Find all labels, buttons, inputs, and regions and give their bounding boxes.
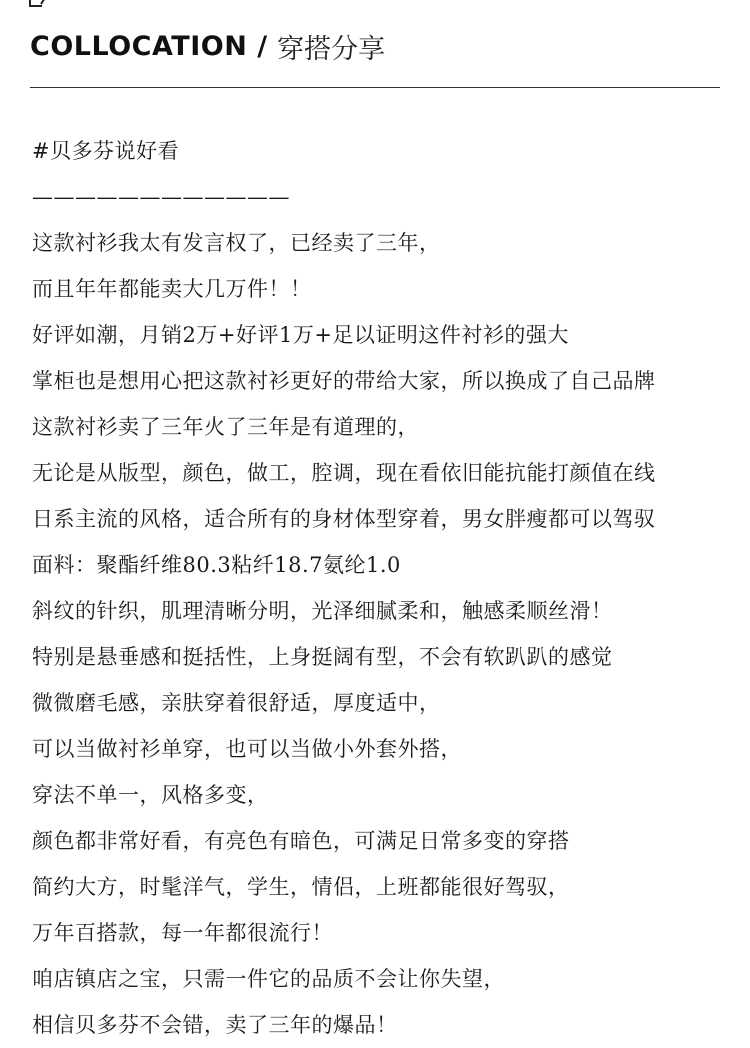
text-line: 穿法不单一，风格多变，: [32, 783, 269, 807]
text-line: 可以当做衬衫单穿，也可以当做小外套外搭，: [32, 737, 462, 761]
text-line: 而且年年都能卖大几万件！！: [32, 277, 312, 301]
text-line: 掌柜也是想用心把这款衬衫更好的带给大家，所以换成了自己品牌: [32, 369, 656, 393]
text-line: 简约大方，时髦洋气，学生，情侣，上班都能很好驾驭，: [32, 875, 570, 899]
text-line: 这款衬衫我太有发言权了，已经卖了三年，: [32, 231, 441, 255]
text-line: 日系主流的风格，适合所有的身材体型穿着，男女胖瘦都可以驾驭: [32, 507, 656, 531]
text-line: 好评如潮，月销2万+好评1万+足以证明这件衬衫的强大: [32, 323, 569, 347]
text-line: 这款衬衫卖了三年火了三年是有道理的，: [32, 415, 419, 439]
text-line: 咱店镇店之宝，只需一件它的品质不会让你失望，: [32, 967, 505, 991]
header-divider: [30, 87, 720, 88]
pencil-icon: [28, 0, 52, 8]
text-line: 特别是悬垂感和挺括性，上身挺阔有型，不会有软趴趴的感觉: [32, 645, 613, 669]
text-line: 相信贝多芬不会错，卖了三年的爆品！: [32, 1013, 398, 1037]
text-line: 斜纹的针织，肌理清晰分明，光泽细腻柔和，触感柔顺丝滑！: [32, 599, 613, 623]
text-line: 微微磨毛感，亲肤穿着很舒适，厚度适中，: [32, 691, 441, 715]
section-title-en: COLLOCATION: [30, 30, 248, 62]
text-line: 无论是从版型，颜色，做工，腔调，现在看依旧能抗能打颜值在线: [32, 461, 656, 485]
section-header: [30, 26, 385, 66]
text-line: 颜色都非常好看，有亮色有暗色，可满足日常多变的穿搭: [32, 829, 570, 853]
section-title-cn: 穿搭分享: [277, 33, 386, 65]
dash-divider-line: ————————————: [32, 185, 290, 209]
hashtag-line: #贝多芬说好看: [32, 139, 180, 163]
title-separator: /: [257, 30, 268, 62]
fabric-line: 面料：聚酯纤维80.3粘纤18.7氨纶1.0: [32, 553, 401, 577]
description-body: [32, 128, 732, 1048]
text-line: 万年百搭款，每一年都很流行！: [32, 921, 333, 945]
